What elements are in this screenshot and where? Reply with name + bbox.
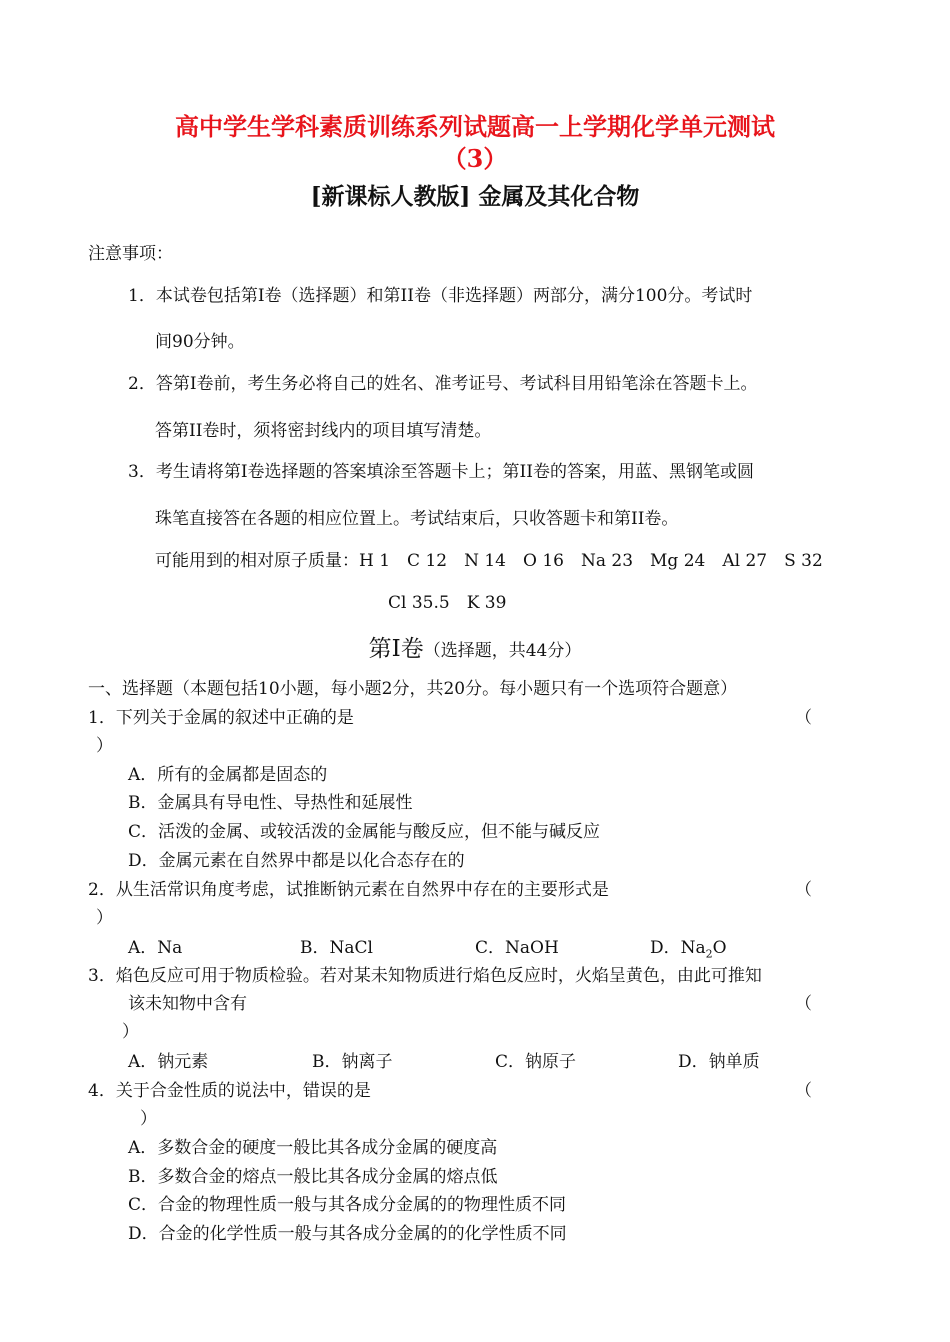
q1-option-b: B．金属具有导电性、导热性和延展性 [128, 793, 413, 813]
atomic-mass-line-1: 可能用到的相对原子质量：H 1 C 12 N 14 O 16 Na 23 Mg 24 Al 27 S 32 [155, 551, 823, 571]
note-1-line-2: 间90分钟。 [155, 332, 245, 352]
q4-option-c: C．合金的物理性质一般与其各成分金属的的物理性质不同 [128, 1195, 567, 1215]
q2-stem: 2．从生活常识角度考虑，试推断钠元素在自然界中存在的主要形式是 [88, 880, 609, 900]
note-1-line-1: 1．本试卷包括第Ⅰ卷（选择题）和第II卷（非选择题）两部分，满分100分。考试时 [128, 286, 753, 306]
q4-option-d: D．合金的化学性质一般与其各成分金属的的化学性质不同 [128, 1224, 567, 1244]
q2-option-d-sub: 2 [705, 947, 713, 961]
section-1-title-note: （选择题，共44分） [423, 641, 582, 661]
subtitle: [新课标人教版] 金属及其化合物 [310, 183, 640, 210]
q2-option-d [650, 937, 727, 965]
q1-stem: 1．下列关于金属的叙述中正确的是 [88, 708, 354, 728]
notes-heading: 注意事项： [88, 244, 173, 264]
section-1-title [0, 630, 950, 663]
note-3-line-2: 珠笔直接答在各题的相应位置上。考试结束后，只收答题卡和第II卷。 [155, 509, 679, 529]
q2-option-d-pre: D．Na [650, 938, 706, 958]
q4-answer-paren-open: （ [795, 1081, 812, 1101]
section-1-title-main: 第Ⅰ卷 [368, 636, 424, 662]
q1-answer-paren-close: ） [96, 736, 113, 756]
q4-answer-paren-close: ） [140, 1109, 157, 1129]
q3-option-d: D．钠单质 [678, 1052, 760, 1072]
q3-answer-paren-open: （ [795, 994, 812, 1014]
q1-option-a: A．所有的金属都是固态的 [128, 765, 328, 785]
q3-option-c: C．钠原子 [495, 1052, 577, 1072]
q1-option-d: D．金属元素在自然界中都是以化合态存在的 [128, 851, 465, 871]
q2-answer-paren-open: （ [795, 880, 812, 900]
part-1-heading: 一、选择题（本题包括10小题，每小题2分，共20分。每小题只有一个选项符合题意） [88, 679, 738, 699]
q2-option-d-post: O [712, 938, 727, 958]
q1-answer-paren-open: （ [795, 708, 812, 728]
atomic-mass-line-2: Cl 35.5 K 39 [388, 593, 507, 613]
q4-option-b: B．多数合金的熔点一般比其各成分金属的熔点低 [128, 1167, 498, 1187]
title-line-2: （3） [442, 144, 508, 173]
q2-option-a: A．Na [128, 938, 183, 958]
q2-option-b: B．NaCl [300, 938, 373, 958]
q3-stem-line-2: 该未知物中含有 [128, 994, 247, 1014]
q3-stem-line-1: 3．焰色反应可用于物质检验。若对某未知物质进行焰色反应时，火焰呈黄色，由此可推知 [88, 966, 762, 986]
note-3-line-1: 3．考生请将第Ⅰ卷选择题的答案填涂至答题卡上；第II卷的答案，用蓝、黑钢笔或圆 [128, 462, 754, 482]
q2-answer-paren-close: ） [96, 908, 113, 928]
q4-stem: 4．关于合金性质的说法中，错误的是 [88, 1081, 371, 1101]
q3-option-a: A．钠元素 [128, 1052, 209, 1072]
q3-answer-paren-close: ） [122, 1022, 139, 1042]
title-line-1: 高中学生学科素质训练系列试题高一上学期化学单元测试 [175, 112, 775, 141]
q2-option-c: C．NaOH [475, 938, 559, 958]
note-2-line-1: 2．答第Ⅰ卷前，考生务必将自己的姓名、准考证号、考试科目用铅笔涂在答题卡上。 [128, 374, 758, 394]
q1-option-c: C．活泼的金属、或较活泼的金属能与酸反应，但不能与碱反应 [128, 822, 601, 842]
note-2-line-2: 答第II卷时，须将密封线内的项目填写清楚。 [155, 421, 492, 441]
q3-option-b: B．钠离子 [312, 1052, 393, 1072]
q4-option-a: A．多数合金的硬度一般比其各成分金属的硬度高 [128, 1138, 498, 1158]
